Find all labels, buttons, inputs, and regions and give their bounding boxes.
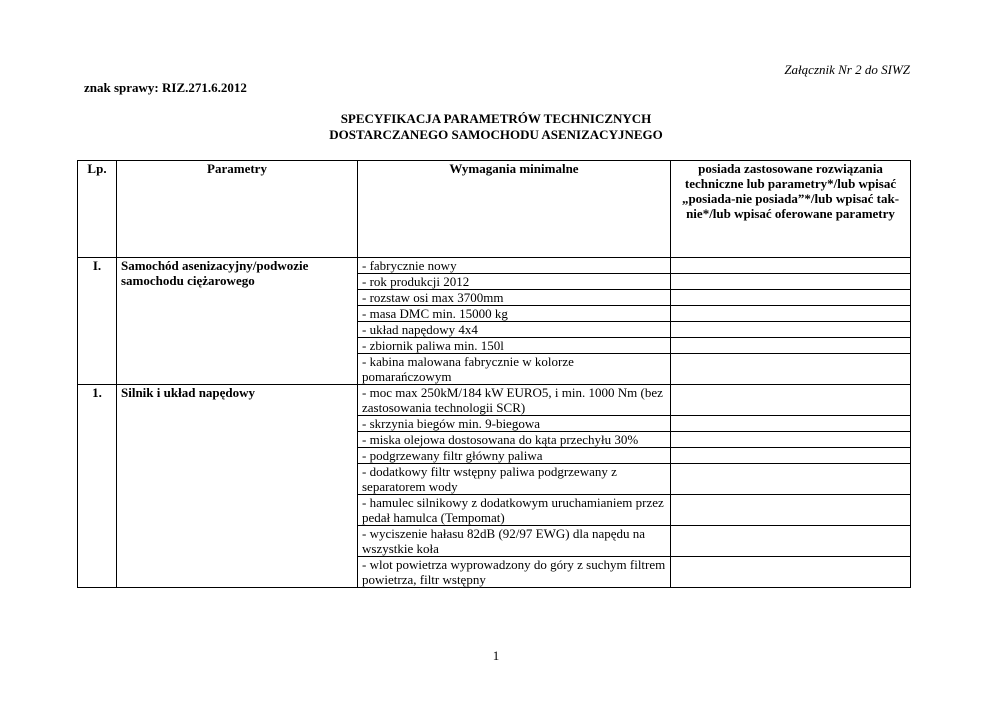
- row-parameter: Silnik i układ napędowy: [117, 385, 358, 588]
- requirement-cell: - miska olejowa dostosowana do kąta przechyłu 30%: [358, 432, 671, 448]
- row-parameter: Samochód asenizacyjny/podwozie samochodu ciężarowego: [117, 258, 358, 385]
- case-reference: znak sprawy: RIZ.271.6.2012: [84, 80, 247, 95]
- offered-value-cell[interactable]: [671, 495, 911, 526]
- requirement-cell: - rok produkcji 2012: [358, 274, 671, 290]
- offered-value-cell[interactable]: [671, 385, 911, 416]
- table-body: [78, 258, 911, 588]
- row-lp: I.: [78, 258, 117, 385]
- offered-value-cell[interactable]: [671, 322, 911, 338]
- header-offered: posiada zastosowane rozwiązania techniczne lub parametry*/lub wpisać „posiada-nie posiada”*/lub wpisać tak-nie*/lub wpisać oferowane parametry: [671, 161, 911, 258]
- requirement-cell: - masa DMC min. 15000 kg: [358, 306, 671, 322]
- offered-value-cell[interactable]: [671, 557, 911, 588]
- offered-value-cell[interactable]: [671, 416, 911, 432]
- table-row: [78, 258, 911, 274]
- title-line-2: DOSTARCZANEGO SAMOCHODU ASENIZACYJNEGO: [329, 127, 663, 142]
- offered-value-cell[interactable]: [671, 464, 911, 495]
- specification-table: [77, 160, 911, 588]
- requirement-cell: - skrzynia biegów min. 9-biegowa: [358, 416, 671, 432]
- page-number: 1: [492, 648, 500, 663]
- title-line-1: SPECYFIKACJA PARAMETRÓW TECHNICZNYCH: [340, 111, 652, 126]
- offered-value-cell[interactable]: [671, 526, 911, 557]
- offered-value-cell[interactable]: [671, 354, 911, 385]
- table-header-row: [78, 161, 911, 258]
- offered-value-cell[interactable]: [671, 274, 911, 290]
- document-title: [0, 111, 992, 143]
- requirement-cell: - układ napędowy 4x4: [358, 322, 671, 338]
- offered-value-cell[interactable]: [671, 306, 911, 322]
- header-requirements: Wymagania minimalne: [358, 161, 671, 258]
- offered-value-cell[interactable]: [671, 290, 911, 306]
- offered-value-cell[interactable]: [671, 258, 911, 274]
- table-row: [78, 385, 911, 416]
- requirement-cell: - dodatkowy filtr wstępny paliwa podgrzewany z separatorem wody: [358, 464, 671, 495]
- header-lp: Lp.: [78, 161, 117, 258]
- annex-label: Załącznik Nr 2 do SIWZ: [784, 62, 910, 77]
- requirement-cell: - wyciszenie hałasu 82dB (92/97 EWG) dla napędu na wszystkie koła: [358, 526, 671, 557]
- requirement-cell: - hamulec silnikowy z dodatkowym uruchamianiem przez pedał hamulca (Tempomat): [358, 495, 671, 526]
- offered-value-cell[interactable]: [671, 448, 911, 464]
- requirement-cell: - zbiornik paliwa min. 150l: [358, 338, 671, 354]
- requirement-cell: - fabrycznie nowy: [358, 258, 671, 274]
- requirement-cell: - kabina malowana fabrycznie w kolorze pomarańczowym: [358, 354, 671, 385]
- requirement-cell: - rozstaw osi max 3700mm: [358, 290, 671, 306]
- header-params: Parametry: [117, 161, 358, 258]
- requirement-cell: - wlot powietrza wyprowadzony do góry z suchym filtrem powietrza, filtr wstępny: [358, 557, 671, 588]
- offered-value-cell[interactable]: [671, 338, 911, 354]
- offered-value-cell[interactable]: [671, 432, 911, 448]
- row-lp: 1.: [78, 385, 117, 588]
- requirement-cell: - podgrzewany filtr główny paliwa: [358, 448, 671, 464]
- requirement-cell: - moc max 250kM/184 kW EURO5, i min. 1000 Nm (bez zastosowania technologii SCR): [358, 385, 671, 416]
